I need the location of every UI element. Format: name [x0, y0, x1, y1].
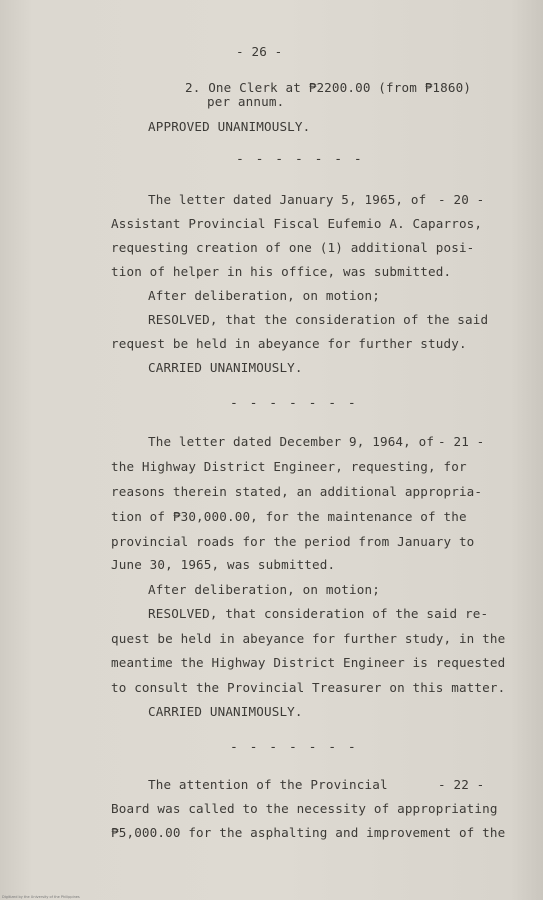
section22-line-3: ₱5,000.00 for the asphalting and improvement of the: [111, 825, 506, 840]
item-clerk: 2. One Clerk at ₱2200.00 (from ₱1860): [185, 80, 472, 95]
section20-line-2: Assistant Provincial Fiscal Eufemio A. Caparros,: [111, 216, 483, 231]
section21-line-11: to consult the Provincial Treasurer on this matter.: [111, 680, 506, 695]
section22-line-2: Board was called to the necessity of appropriating: [111, 801, 498, 816]
section21-line-1: The letter dated December 9, 1964, of: [148, 434, 435, 449]
item-clerk-continuation: per annum.: [207, 94, 285, 109]
digitization-footer: Digitized by the University of the Philippines: [2, 895, 80, 899]
section20-number: - 20 -: [438, 192, 485, 207]
section21-line-5: provincial roads for the period from January to: [111, 534, 475, 549]
section20-line-5: After deliberation, on motion;: [148, 288, 380, 303]
separator-2: - - - - - - -: [230, 396, 358, 411]
section20-line-4: tion of helper in his office, was submitted.: [111, 264, 452, 279]
section20-line-8: CARRIED UNANIMOUSLY.: [148, 360, 303, 375]
section20-line-7: request be held in abeyance for further study.: [111, 336, 467, 351]
section22-number: - 22 -: [438, 777, 485, 792]
separator-3: - - - - - - -: [230, 740, 358, 755]
section21-line-2: the Highway District Engineer, requesting, for: [111, 459, 467, 474]
section20-line-6: RESOLVED, that the consideration of the said: [148, 312, 489, 327]
section20-line-3: requesting creation of one (1) additional posi-: [111, 240, 475, 255]
section21-line-12: CARRIED UNANIMOUSLY.: [148, 704, 303, 719]
section21-line-4: tion of ₱30,000.00, for the maintenance of the: [111, 509, 467, 524]
section20-line-1: The letter dated January 5, 1965, of: [148, 192, 427, 207]
section22-line-1: The attention of the Provincial: [148, 777, 388, 792]
section21-line-3: reasons therein stated, an additional appropria-: [111, 484, 483, 499]
section21-line-9: quest be held in abeyance for further study, in the: [111, 631, 506, 646]
section21-line-10: meantime the Highway District Engineer is requested: [111, 655, 506, 670]
separator-1: - - - - - - -: [236, 152, 364, 167]
section21-line-7: After deliberation, on motion;: [148, 582, 380, 597]
page-number: - 26 -: [236, 44, 283, 59]
section21-line-8: RESOLVED, that consideration of the said re-: [148, 606, 489, 621]
approved-unanimously: APPROVED UNANIMOUSLY.: [148, 119, 311, 134]
section21-number: - 21 -: [438, 434, 485, 449]
section21-line-6: June 30, 1965, was submitted.: [111, 557, 336, 572]
